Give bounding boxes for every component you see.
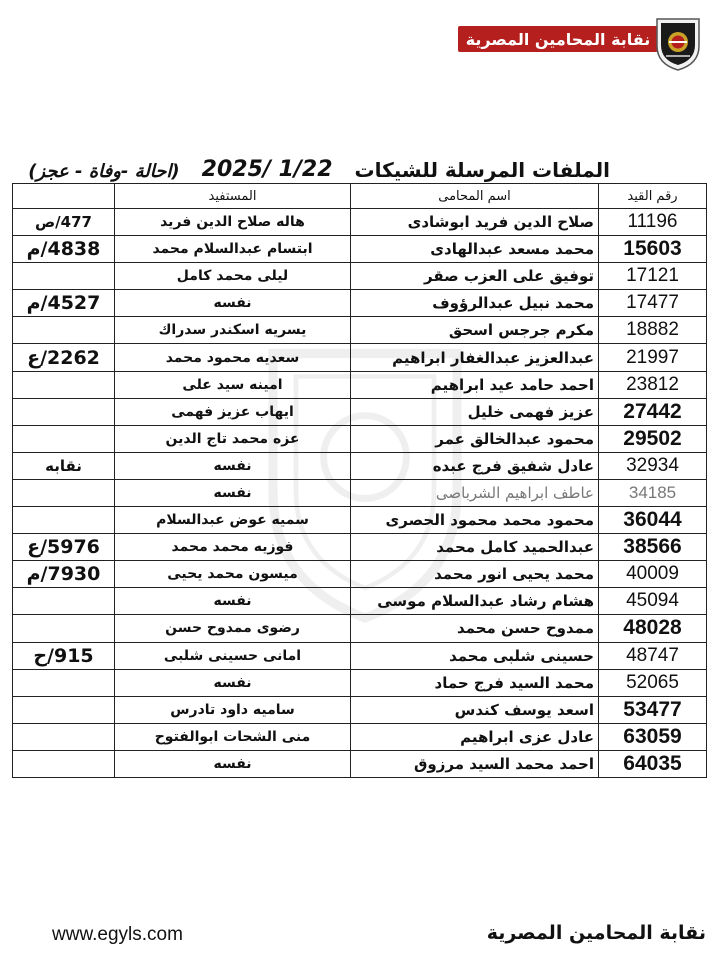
table-row [13,561,707,588]
cell-beneficiary: سميه عوض عبدالسلام [115,507,351,534]
cell-note [13,696,115,723]
cell-beneficiary: نفسه [115,452,351,479]
cell-lawyer: ممدوح حسن محمد [351,615,599,642]
footer-website-link[interactable]: www.egyls.com [52,924,183,945]
table-row [13,696,707,723]
table-row [13,669,707,696]
cell-lawyer: محمود عبدالخالق عمر [351,425,599,452]
table-row [13,263,707,290]
table-row [13,479,707,506]
table-row [13,588,707,615]
table-row [13,290,707,317]
cell-code: 63059 [599,723,707,750]
records-table [12,183,707,778]
table-row [13,723,707,750]
cell-code: 48028 [599,615,707,642]
cell-lawyer: توفيق على العزب صقر [351,263,599,290]
table-row [13,209,707,236]
cell-code: 40009 [599,561,707,588]
cell-beneficiary: امانى حسينى شلبى [115,642,351,669]
cell-beneficiary: نفسه [115,290,351,317]
cell-code: 18882 [599,317,707,344]
cell-lawyer: محمود محمد محمود الحصرى [351,507,599,534]
cell-lawyer: عبدالحميد كامل محمد [351,534,599,561]
cell-note [13,723,115,750]
cell-lawyer: عاطف ابراهيم الشرباصى [351,479,599,506]
cell-lawyer: احمد حامد عيد ابراهيم [351,371,599,398]
cell-beneficiary: ابتسام عبدالسلام محمد [115,236,351,263]
cell-lawyer: احمد محمد السيد مرزوق [351,750,599,777]
cell-code: 48747 [599,642,707,669]
cell-lawyer: هشام رشاد عبدالسلام موسى [351,588,599,615]
header-org-banner [458,26,658,52]
header-lawyer: اسم المحامى [351,184,599,209]
cell-code: 27442 [599,398,707,425]
cell-code: 52065 [599,669,707,696]
cell-note: 5976/ع [13,534,115,561]
cell-code: 17477 [599,290,707,317]
title-main: الملفات المرسلة للشيكات [354,158,610,182]
cell-beneficiary: هاله صلاح الدين فريد [115,209,351,236]
cell-code: 34185 [599,479,707,506]
cell-note [13,615,115,642]
cell-lawyer: مكرم جرجس اسحق [351,317,599,344]
table-row [13,236,707,263]
cell-beneficiary: نفسه [115,479,351,506]
cell-lawyer: محمد يحيى انور محمد [351,561,599,588]
cell-beneficiary: نفسه [115,588,351,615]
title-type: (احالة -وفاة - عجز) [28,161,180,182]
lawyers-syndicate-logo-icon [654,16,702,72]
cell-note: 4838/م [13,236,115,263]
cell-lawyer: صلاح الدين فريد ابوشادى [351,209,599,236]
cell-lawyer: حسينى شلبى محمد [351,642,599,669]
cell-beneficiary: منى الشحات ابوالفتوح [115,723,351,750]
document-title [28,150,610,182]
cell-note [13,425,115,452]
table-row [13,371,707,398]
cell-lawyer: اسعد يوسف كندس [351,696,599,723]
cell-code: 45094 [599,588,707,615]
table-row [13,317,707,344]
table-row [13,398,707,425]
cell-beneficiary: ايهاب عزيز فهمى [115,398,351,425]
cell-beneficiary: فوزيه محمد محمد [115,534,351,561]
header-code: رقم القيد [599,184,707,209]
cell-code: 38566 [599,534,707,561]
cell-code: 32934 [599,452,707,479]
cell-lawyer: عادل عزى ابراهيم [351,723,599,750]
cell-note [13,317,115,344]
cell-lawyer: محمد نبيل عبدالرؤوف [351,290,599,317]
table-row [13,344,707,371]
cell-code: 15603 [599,236,707,263]
cell-note: 4527/م [13,290,115,317]
cell-beneficiary: رضوى ممدوح حسن [115,615,351,642]
cell-lawyer: محمد مسعد عبدالهادى [351,236,599,263]
header-org-name: نقابة المحامين المصرية [465,29,651,49]
cell-lawyer: عادل شفيق فرج عبده [351,452,599,479]
header-beneficiary: المستفيد [115,184,351,209]
table-row [13,750,707,777]
cell-note [13,371,115,398]
cell-beneficiary: نفسه [115,750,351,777]
table-row [13,615,707,642]
cell-beneficiary: سعديه محمود محمد [115,344,351,371]
cell-beneficiary: ميسون محمد يحيى [115,561,351,588]
cell-note: 7930/م [13,561,115,588]
cell-note [13,398,115,425]
cell-note [13,507,115,534]
cell-note: نقابه [13,452,115,479]
table-row [13,452,707,479]
table-row [13,534,707,561]
title-date: 2025/ 1/22 [201,157,333,182]
cell-code: 64035 [599,750,707,777]
cell-note [13,750,115,777]
cell-beneficiary: يسريه اسكندر سدراك [115,317,351,344]
cell-note [13,588,115,615]
cell-code: 29502 [599,425,707,452]
cell-note: 477/ص [13,209,115,236]
table-row [13,425,707,452]
cell-beneficiary: ساميه داود تادرس [115,696,351,723]
table-row [13,507,707,534]
header-note [13,184,115,209]
cell-note: 915/ح [13,642,115,669]
cell-note: 2262/ع [13,344,115,371]
cell-code: 36044 [599,507,707,534]
cell-note [13,479,115,506]
cell-code: 21997 [599,344,707,371]
cell-beneficiary: عزه محمد تاج الدين [115,425,351,452]
cell-lawyer: عزيز فهمى خليل [351,398,599,425]
cell-note [13,669,115,696]
footer-org-name: نقابة المحامين المصرية [486,922,706,944]
cell-beneficiary: امينه سيد على [115,371,351,398]
cell-code: 11196 [599,209,707,236]
cell-beneficiary: ليلى محمد كامل [115,263,351,290]
cell-code: 23812 [599,371,707,398]
cell-code: 53477 [599,696,707,723]
cell-lawyer: محمد السيد فرج حماد [351,669,599,696]
cell-beneficiary: نفسه [115,669,351,696]
cell-lawyer: عبدالعزيز عبدالغفار ابراهيم [351,344,599,371]
cell-code: 17121 [599,263,707,290]
table-row [13,642,707,669]
table-header-row [13,184,707,209]
cell-note [13,263,115,290]
